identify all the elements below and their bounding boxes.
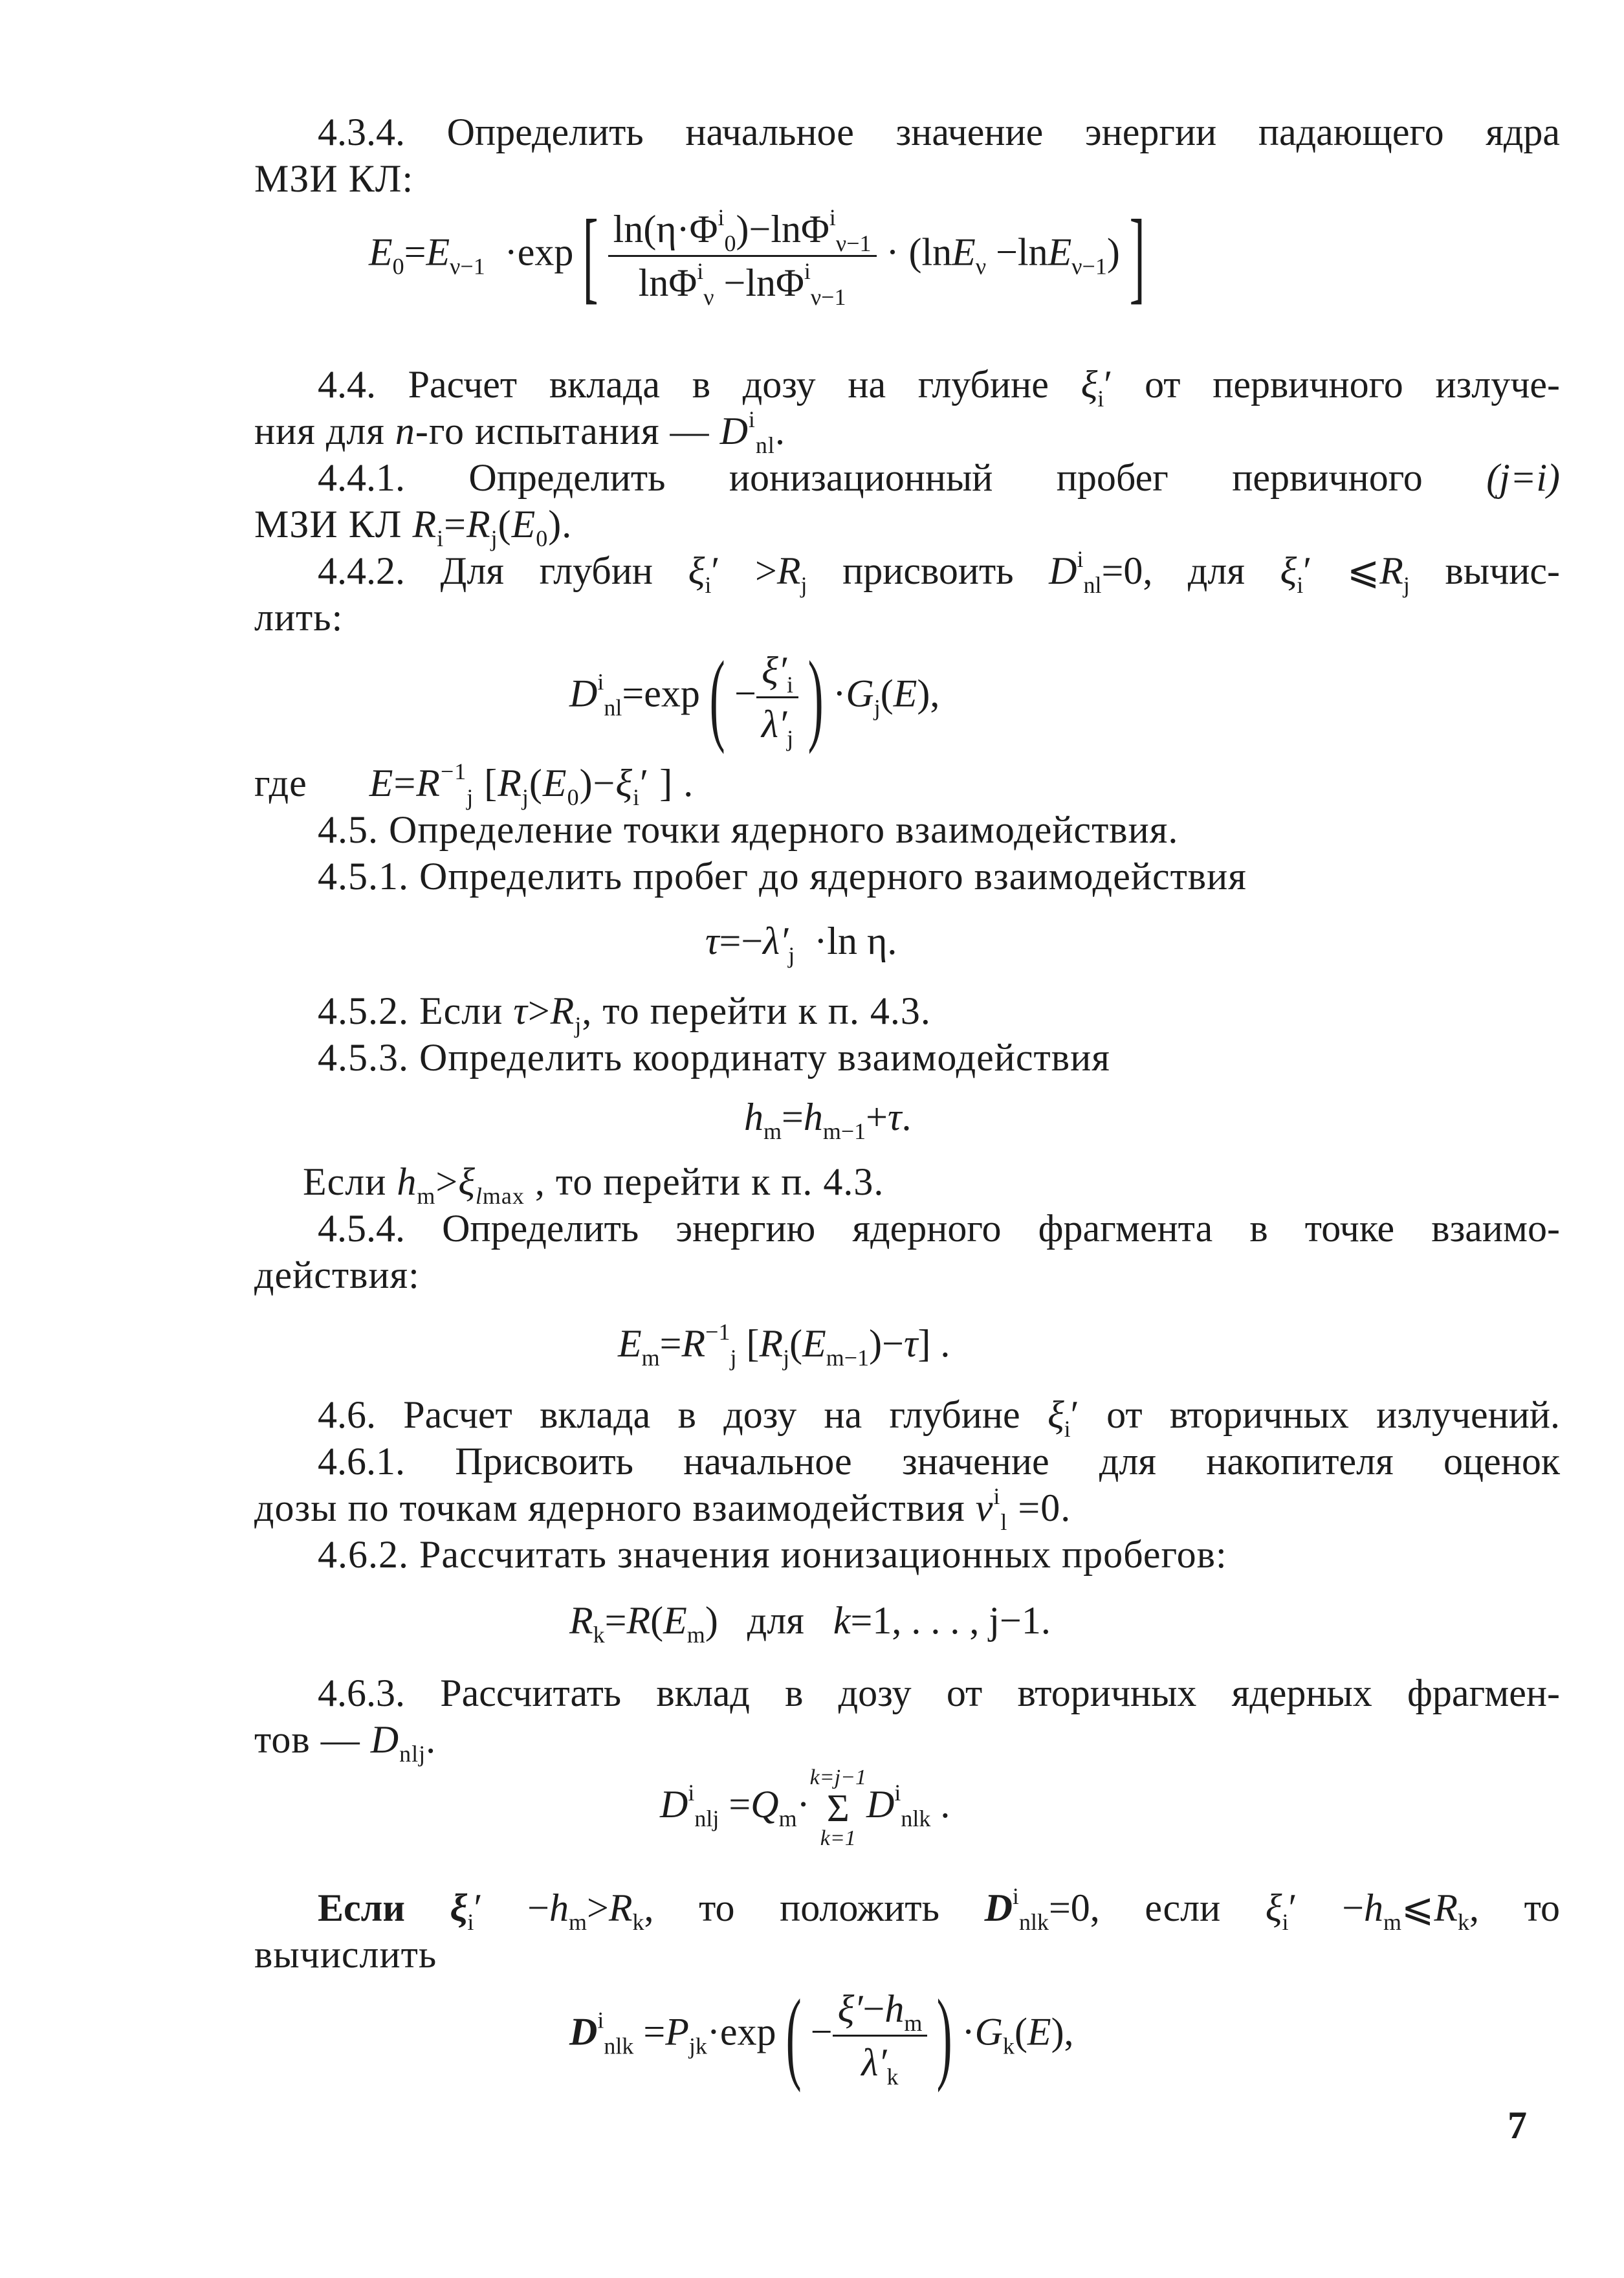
para-4-3-4: 4.3.4. Определить начальное значение энергии падающего ядра — [318, 111, 1560, 153]
para-4-5-1: 4.5.1. Определить пробег до ядерного взаимодействия — [318, 855, 1247, 898]
formula-tau: $\tau=-\lambda'_j \cdot\ln$ η. — [705, 920, 897, 968]
para-4-6-1-cont: дозы по точкам ядерного взаимодействия $v^i_l =0$. — [254, 1483, 1071, 1535]
para-4-5-4: 4.5.4. Определить энергию ядерного фрагмента в точке взаимо- — [318, 1207, 1560, 1250]
formula-hm: $h_m=h_{m-1}+\tau$. — [744, 1096, 912, 1144]
formula-dnlj: $D^i_{nlj} =Q_m\cdot$ k=j−1 Σ k=1 $D^i_{nlk}$ . — [660, 1765, 950, 1850]
where-line: где $E=R^{-1}_j$ [$R_j(E_0)-\xi_i'$ ] . — [254, 758, 694, 810]
para-4-4: 4.4. Расчет вклада в дозу на глубине $\xi_i'$ от первичного излуче- — [318, 363, 1561, 412]
para-4-4-2: 4.4.2. Для глубин $\xi_i' >R_j$ присвоить $D^i_{nl}=0$, для $\xi_i'$ $⩽R_j$ вычис- — [318, 546, 1561, 598]
para-4-6-3-cont: тов — $D_{nlj}$. — [254, 1718, 437, 1767]
formula-em: $E_m=R^{-1}_j$ $[R_j(E_{m-1})-\tau]$ . — [618, 1319, 950, 1371]
para-4-5-3: 4.5.3. Определить координату взаимодействия — [318, 1036, 1110, 1079]
formula-dnlk: $D^i_{nlk} =P_{jk}\cdot\exp$( − $\frac{\xi'-h_m}{\lambda'_k}$ ) $\cdot G_k(E)$, — [569, 1978, 1074, 2094]
para-4-4-cont: ния для n-го испытания — $D^i_{nl}$. — [254, 406, 785, 458]
if-xi-line: Если $\xi_i' -h_m>R_k$, то положить $D^i_{nlk}=0$, если $\xi_i'$ $-h_m⩽R_k$, то — [318, 1883, 1560, 1935]
para-4-6-1: 4.6.1. Присвоить начальное значение для накопителя оценок — [318, 1440, 1560, 1483]
para-4-5-2: 4.5.2. Если $\tau>R_j$, то перейти к п. 4.3. — [318, 990, 931, 1038]
formula-rk: $R_k=R(E_m)$ для k=1, . . . , j−1. — [569, 1599, 1051, 1648]
para-4-4-1: 4.4.1. Определить ионизационный пробег первичного (j=i) — [318, 456, 1560, 499]
if-xi-cont: вычислить — [254, 1933, 437, 1976]
para-4-5: 4.5. Определение точки ядерного взаимодействия. — [318, 808, 1179, 851]
para-4-4-1-cont: МЗИ КЛ $R_i=R_j(E_0)$. — [254, 503, 573, 551]
para-4-6-3: 4.6.3. Рассчитать вклад в дозу от вторичных ядерных фрагмен- — [318, 1672, 1560, 1714]
formula-dnl: $D^i_{nl}=\exp$( − $\frac{\xi'_i}{\lambda'_j}$ ) $\cdot G_j(E)$, — [569, 639, 940, 755]
para-4-6: 4.6. Расчет вклада в дозу на глубине $\xi_i'$ от вторичных излучений. — [318, 1393, 1561, 1442]
para-4-4-2-cont: лить: — [254, 596, 344, 639]
para-4-5-4-cont: действия: — [254, 1254, 420, 1296]
formula-e0: $E_0=E_{\nu-1} \cdot\exp$[ $\frac{\ln(\eta\cdot\Phi^i_0)-\ln\Phi^i_{\nu-1}}{\ln\Phi^i_\nu -\ln\Phi^i_{\nu-1}}$ · (lnE$_\nu$ −lnE$_{\nu-1}$)] — [369, 198, 1145, 314]
para-4-3-4-cont: МЗИ КЛ: — [254, 157, 414, 200]
para-4-6-2: 4.6.2. Рассчитать значения ионизационных пробегов: — [318, 1533, 1227, 1576]
page-number: 7 — [1508, 2104, 1527, 2147]
if-hm-line: Если $h_m>\xi_{lmax}$ , то перейти к п. 4.3. — [303, 1160, 884, 1209]
